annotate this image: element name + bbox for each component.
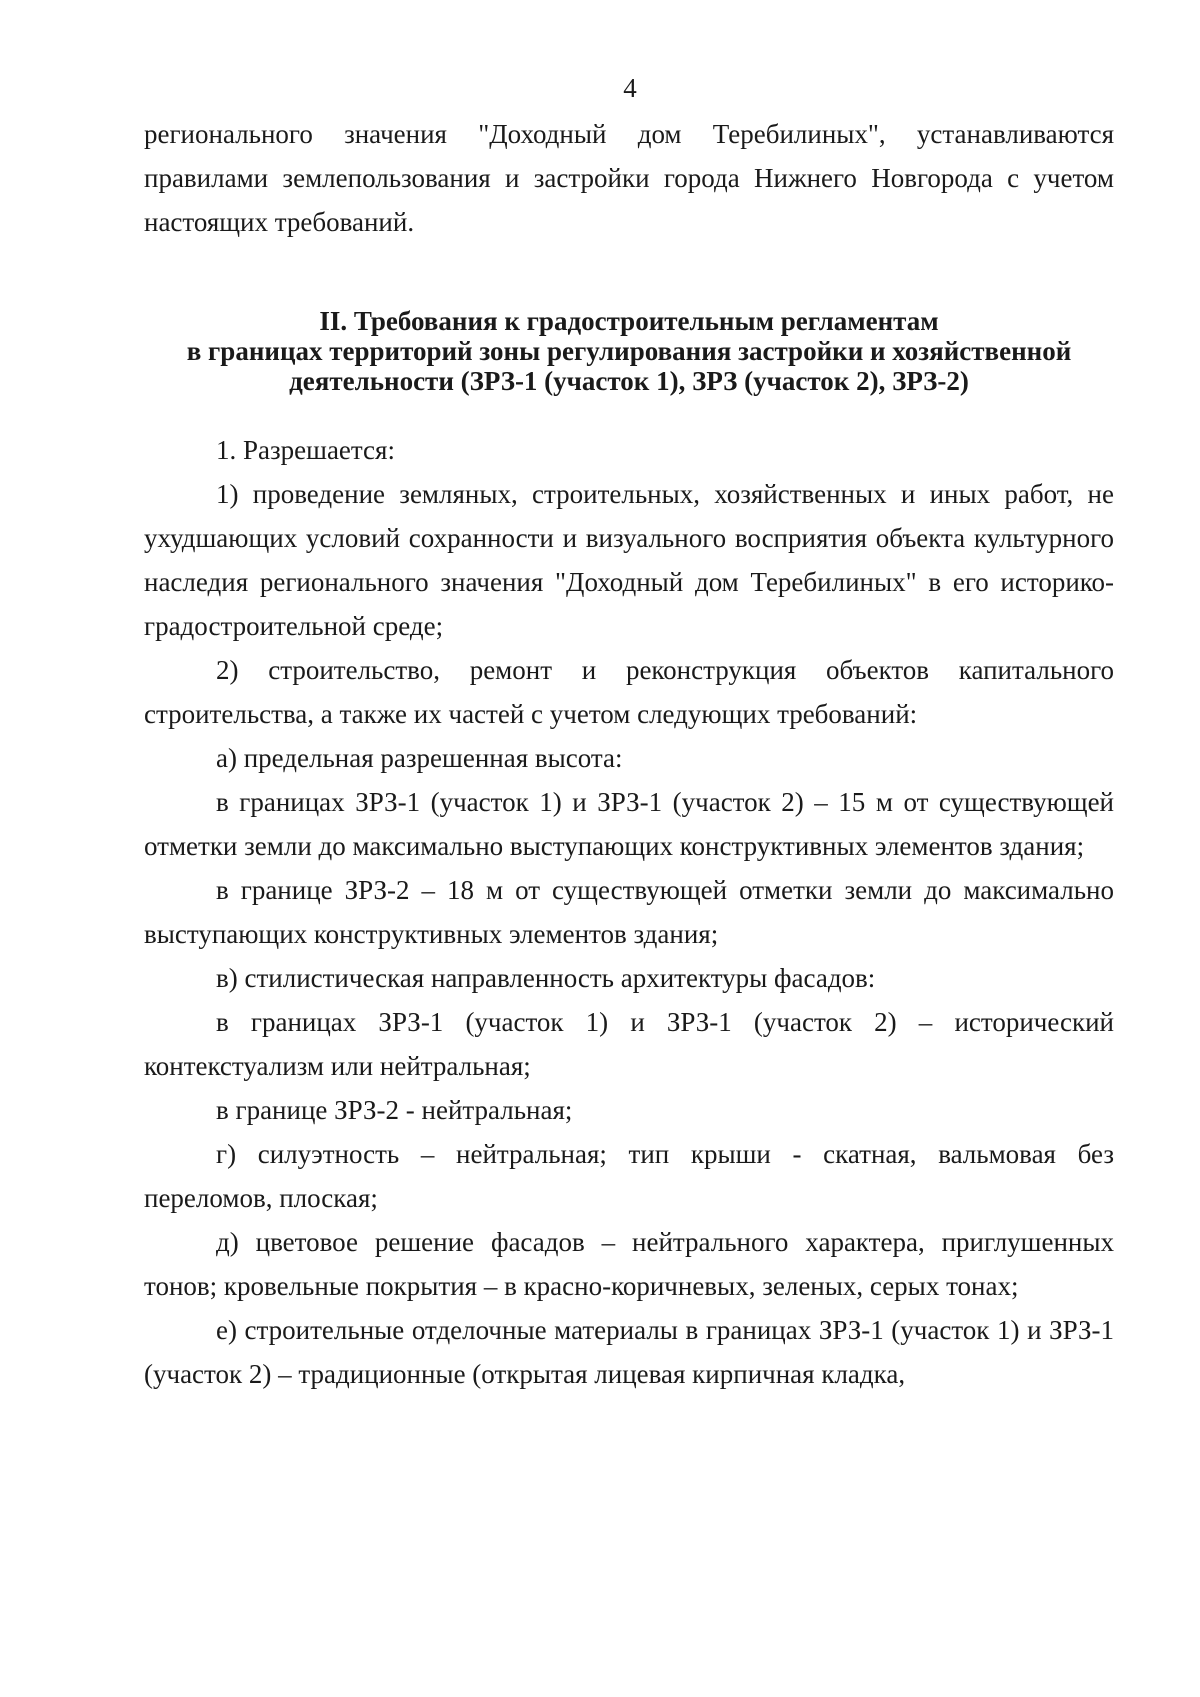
paragraph-item-d: д) цветовое решение фасадов – нейтрального характера, приглушенных тонов; кровельные покрытия – в красно-коричневых, зеленых, серых тонах; bbox=[144, 1227, 1114, 1301]
paragraph-item-e: е) строительные отделочные материалы в границах ЗРЗ-1 (участок 1) и ЗРЗ-1 (участок 2) – традиционные (открытая лицевая кирпичная кладка, bbox=[144, 1315, 1114, 1389]
paragraph-permitted: 1. Разрешается: bbox=[216, 435, 395, 465]
paragraph-item-2: 2) строительство, ремонт и реконструкция объектов капитального строительства, а также их частей с учетом следующих требований: bbox=[144, 655, 1114, 729]
section-heading-line-1: II. Требования к градостроительным регламентам bbox=[319, 306, 939, 336]
section-body bbox=[144, 428, 1114, 1396]
section-heading bbox=[144, 306, 1114, 396]
paragraph-height-zrz1: в границах ЗРЗ-1 (участок 1) и ЗРЗ-1 (участок 2) – 15 м от существующей отметки земли до максимально выступающих конструктивных элементов здания; bbox=[144, 787, 1114, 861]
page-number: 4 bbox=[623, 73, 637, 103]
section-heading-line-2: в границах территорий зоны регулирования застройки и хозяйственной bbox=[186, 336, 1072, 366]
paragraph-style-zrz1: в границах ЗРЗ-1 (участок 1) и ЗРЗ-1 (участок 2) – исторический контекстуализм или нейтральная; bbox=[144, 1007, 1114, 1081]
paragraph-item-g: г) силуэтность – нейтральная; тип крыши - скатная, вальмовая без переломов, плоская; bbox=[144, 1139, 1114, 1213]
section-heading-line-3: деятельности (ЗРЗ-1 (участок 1), ЗРЗ (участок 2), ЗРЗ-2) bbox=[289, 366, 969, 396]
paragraph-item-v: в) стилистическая направленность архитектуры фасадов: bbox=[216, 963, 876, 993]
intro-paragraph: регионального значения "Доходный дом Теребилиных", устанавливаются правилами землепользования и застройки города Нижнего Новгорода с учетом настоящих требований. bbox=[144, 119, 1114, 237]
paragraph-style-zrz2: в границе ЗРЗ-2 - нейтральная; bbox=[216, 1095, 573, 1125]
paragraph-height-zrz2: в границе ЗРЗ-2 – 18 м от существующей отметки земли до максимально выступающих конструктивных элементов здания; bbox=[144, 875, 1114, 949]
paragraph-item-a: а) предельная разрешенная высота: bbox=[216, 743, 623, 773]
paragraph-item-1: 1) проведение земляных, строительных, хозяйственных и иных работ, не ухудшающих условий сохранности и визуального восприятия объекта культурного наследия регионального значения "Доходный дом Теребилиных" в его историко-градостроительной среде; bbox=[144, 479, 1114, 641]
